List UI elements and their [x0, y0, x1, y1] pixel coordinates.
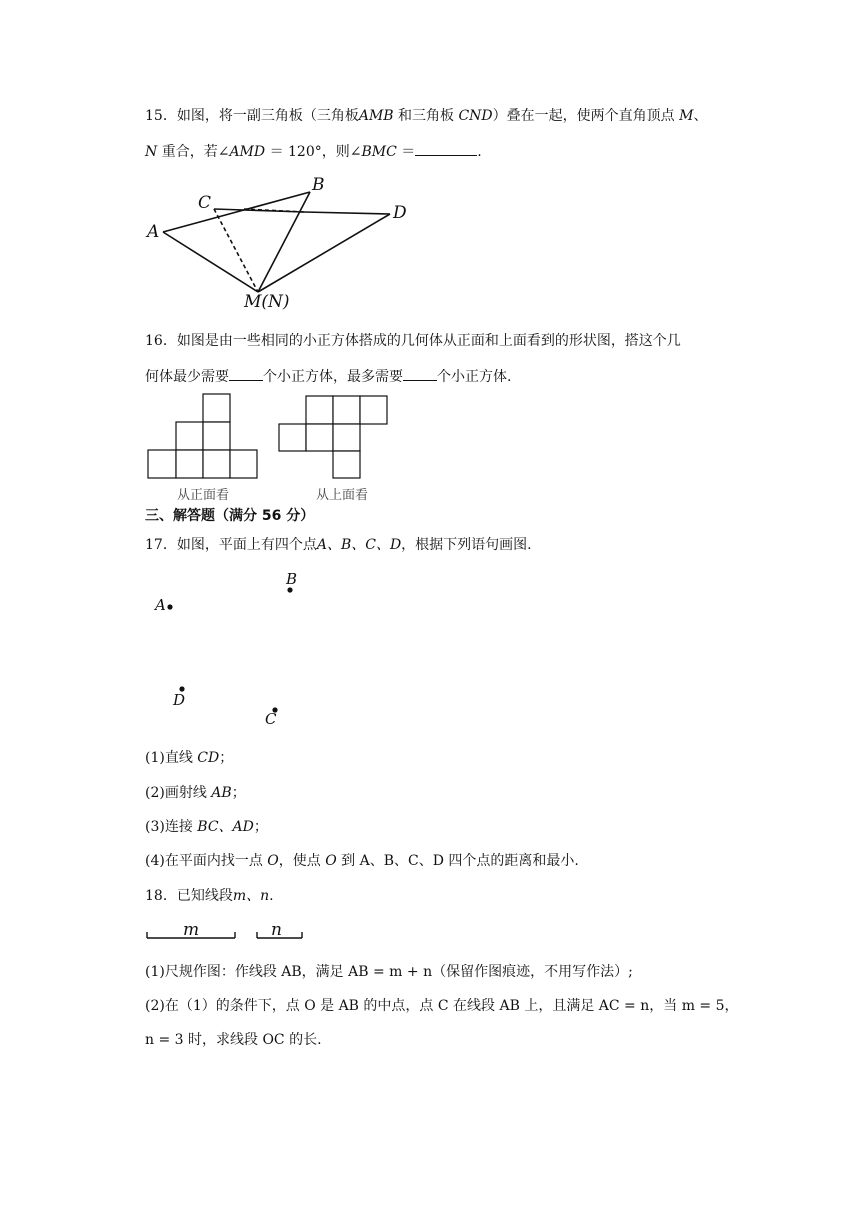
caption-front: 从正面看 — [177, 488, 230, 503]
q17-item-4: (4)在平面内找一点 O，使点 O 到 A、B、C、D 四个点的距离和最小. — [145, 853, 579, 869]
q15-line2: N 重合，若∠AMD ＝ 120°，则∠BMC ＝ . — [145, 141, 482, 162]
point-B — [287, 587, 292, 592]
cube-square — [176, 422, 203, 450]
label-D: D — [173, 691, 186, 709]
cube-square — [148, 450, 176, 478]
q15-figure — [140, 170, 430, 315]
label-m: m — [183, 920, 200, 940]
cube-square — [203, 422, 230, 450]
q18-stem: 18．已知线段m、n. — [145, 888, 274, 904]
label-B: B — [286, 570, 298, 588]
label-n: n — [271, 920, 282, 940]
q15-line1: 15．如图，将一副三角板（三角板AMB 和三角板 CND）叠在一起，使两个直角顶点 M、 — [145, 108, 708, 124]
label-C: C — [265, 710, 277, 728]
answer-blank — [415, 141, 477, 156]
q16-front-view — [145, 392, 261, 504]
cube-square — [203, 394, 230, 422]
answer-blank-min — [229, 366, 263, 381]
cube-square — [333, 451, 360, 478]
label-A: A — [147, 222, 160, 242]
q17-item-2: (2)画射线 AB； — [145, 785, 246, 801]
q18-item-2-line2: n = 3 时，求线段 OC 的长. — [145, 1032, 322, 1048]
cube-square — [230, 450, 257, 478]
cube-square — [333, 424, 360, 451]
q17-item-1: (1)直线 CD； — [145, 750, 234, 766]
q16-line1: 16．如图是由一些相同的小正方体搭成的几何体从正面和上面看到的形状图，搭这个几 — [145, 333, 681, 349]
q17-stem: 17．如图，平面上有四个点A、B、C、D，根据下列语句画图. — [145, 537, 532, 553]
answer-blank-max — [403, 366, 437, 381]
point-A — [167, 604, 172, 609]
label-C: C — [198, 193, 212, 213]
q18-segments — [145, 918, 315, 944]
section-heading: 三、解答题（满分 56 分） — [145, 508, 315, 524]
label-B: B — [312, 175, 325, 195]
q16-line2: 何体最少需要 个小正方体，最多需要 个小正方体. — [145, 366, 511, 387]
q18-item-2-line1: (2)在（1）的条件下，点 O 是 AB 的中点，点 C 在线段 AB 上，且满足 AC = n，当 m = 5， — [145, 998, 739, 1014]
label-MN: M(N) — [244, 292, 290, 312]
cube-square — [306, 396, 333, 424]
label-A: A — [155, 596, 166, 614]
q17-item-3: (3)连接 BC、AD； — [145, 819, 268, 835]
label-D: D — [393, 203, 407, 223]
q18-item-1: (1)尺规作图：作线段 AB，满足 AB = m + n（保留作图痕迹，不用写作法）; — [145, 964, 633, 980]
cube-square — [203, 450, 230, 478]
cube-square — [306, 424, 333, 451]
cube-square — [333, 396, 360, 424]
cube-square — [176, 450, 203, 478]
q16-top-view — [276, 392, 392, 504]
caption-top: 从上面看 — [316, 488, 369, 503]
cube-square — [360, 396, 387, 424]
cube-square — [279, 424, 306, 451]
q17-figure — [150, 565, 300, 730]
